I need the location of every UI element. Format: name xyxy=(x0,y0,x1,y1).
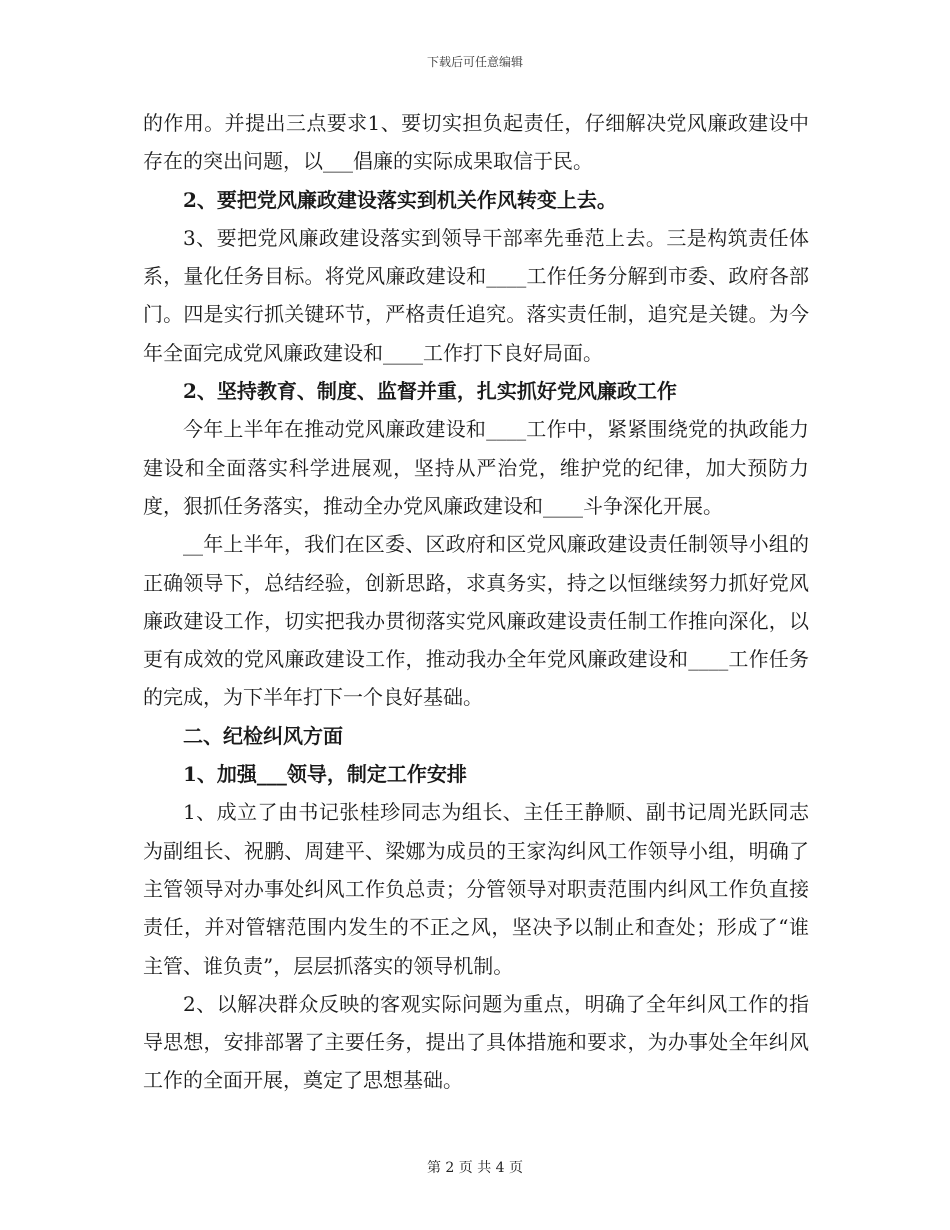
heading-jiaoyu-zhidu-jiandu: 2、坚持教育、制度、监督并重，扎实抓好党风廉政工作 xyxy=(183,379,677,404)
paragraph-quwei-lingdao: __年上半年，我们在区委、区政府和区党风廉政建设责任制领导小组的正确领导下，总结经验，创新思路，求真务实，持之以恒继续努力抓好党风廉政建设工作，切实把我办贯彻落实党风廉政建设责任制工作推向深化，以更有成效的党风廉政建设工作，推动我办全年党风廉政建设和____工作任务的完成，为下半年打下一个良好基础。 xyxy=(143,532,809,710)
page-number: 第 2 页 共 4 页 xyxy=(426,1160,524,1176)
heading-jiaqiang-lingdao: 1、加强___领导，制定工作安排 xyxy=(183,762,467,787)
paragraph-lingdao-ganbu: 3、要把党风廉政建设落实到领导干部率先垂范上去。三是构筑责任体系，量化任务目标。将党风廉政建设和____工作任务分解到市委、政府各部门。四是实行抓关键环节，严格责任追究。落实责任制，追究是关键。为今年全面完成党风廉政建设和____工作打下良好局面。 xyxy=(143,225,809,365)
paragraph-lingdao-xiaozu: 1、成立了由书记张桂珍同志为组长、主任王静顺、副书记周光跃同志为副组长、祝鹏、周建平、梁娜为成员的王家沟纠风工作领导小组，明确了主管领导对办事处纠风工作负总责；分管领导对职责范围内纠风工作负直接责任，并对管辖范围内发生的不正之风，坚决予以制止和查处；形成了“谁主管、谁负责”，层层抓落实的领导机制。 xyxy=(143,800,809,978)
paragraph-qunzhong-wenti: 2、以解决群众反映的客观实际问题为重点，明确了全年纠风工作的指导思想，安排部署了主要任务，提出了具体措施和要求，为办事处全年纠风工作的全面开展，奠定了思想基础。 xyxy=(143,991,809,1093)
heading-jiguan-zuofeng: 2、要把党风廉政建设落实到机关作风转变上去。 xyxy=(183,187,617,212)
heading-jijian-jiufeng: 二、纪检纠风方面 xyxy=(183,723,343,748)
paragraph-1: 的作用。并提出三点要求1、要切实担负起责任，仔细解决党风廉政建设中存在的突出问题，以___倡廉的实际成果取信于民。 xyxy=(143,111,809,174)
page-header-note: 下载后可任意编辑 xyxy=(426,55,523,69)
paragraph-shangbannian: 今年上半年在推动党风廉政建设和____工作中，紧紧围绕党的执政能力建设和全面落实科学进展观，坚持从严治党，维护党的纪律，加大预防力度，狠抓任务落实，推动全办党风廉政建设和____斗争深化开展。 xyxy=(143,417,809,518)
document-body xyxy=(143,104,809,1100)
